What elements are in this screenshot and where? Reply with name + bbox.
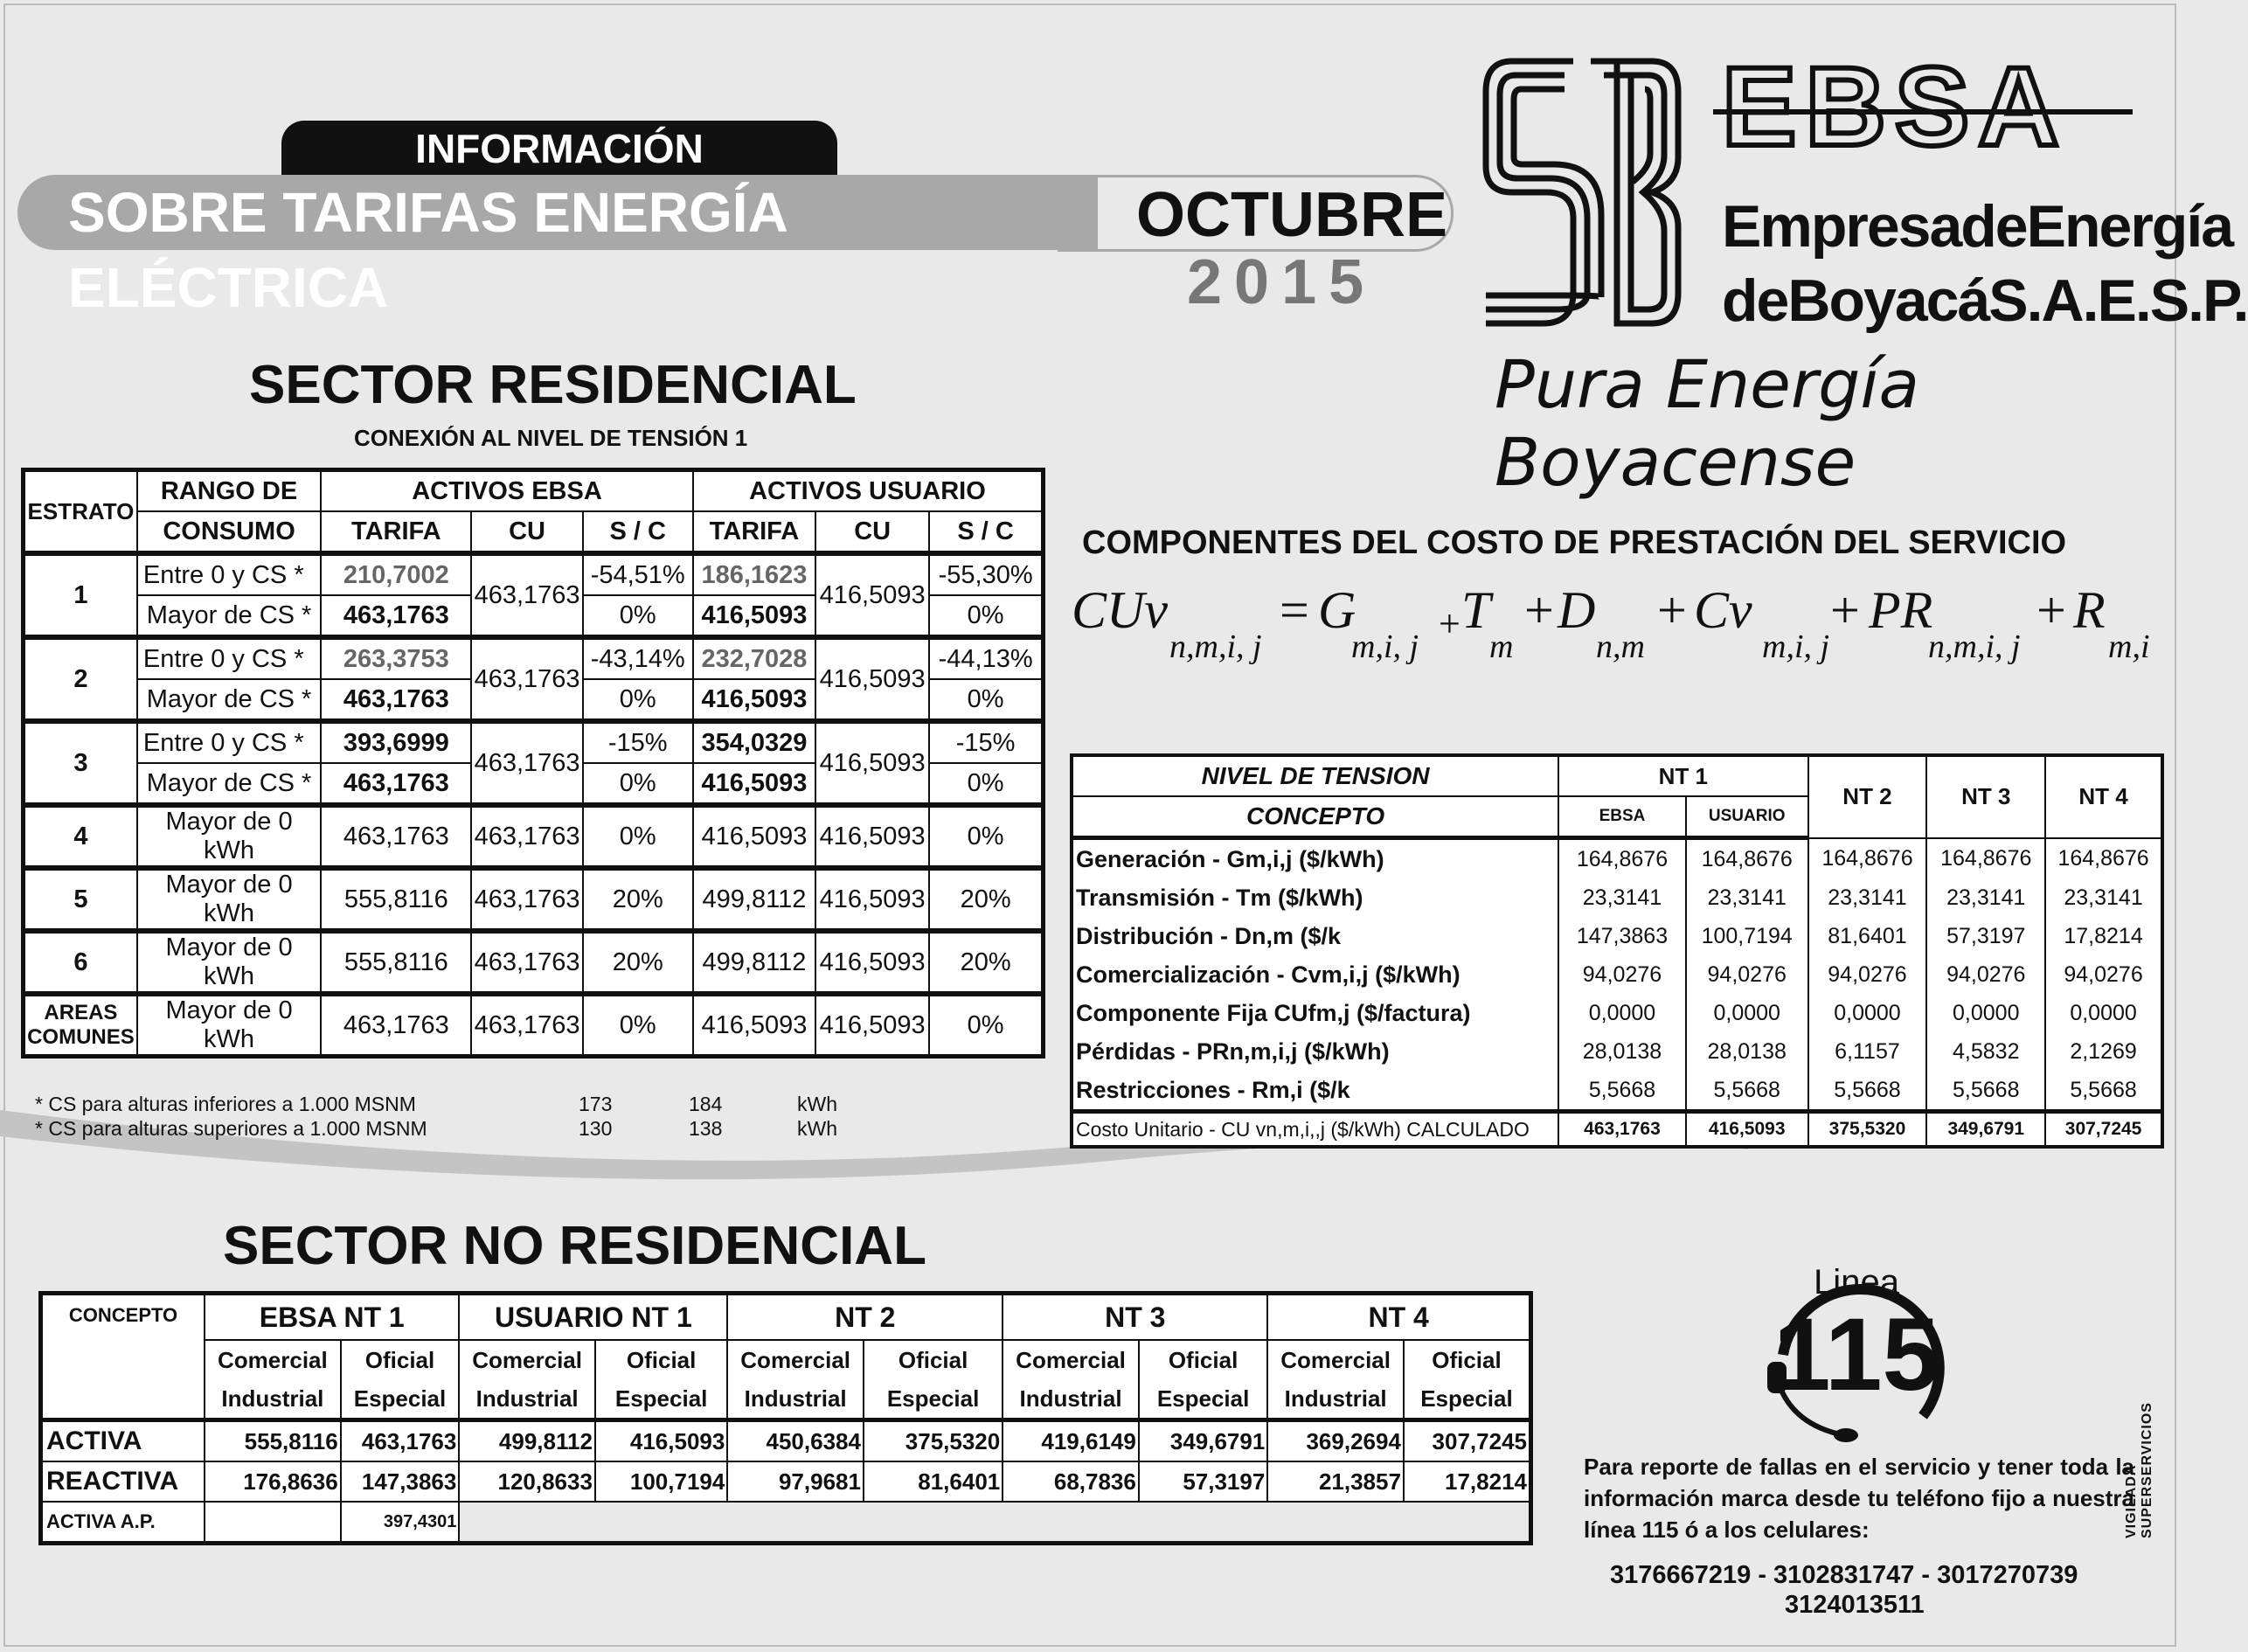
cu-u-cell: 416,5093	[815, 931, 929, 994]
component-value: 0,0000	[1686, 994, 1808, 1032]
note-value-1: 130	[579, 1117, 613, 1140]
rango-cell: Entre 0 y CS *	[137, 721, 321, 763]
note-value-2: 138	[689, 1117, 723, 1140]
sc-u-cell: -55,30%	[929, 553, 1043, 595]
component-row	[1072, 994, 2162, 1032]
rango-cell: Mayor de CS *	[137, 763, 321, 805]
component-value: 5,5668	[1558, 1071, 1686, 1112]
table-cell: 463,1763	[341, 1420, 460, 1462]
note-text: * CS para alturas inferiores a 1.000 MSNM	[35, 1093, 416, 1115]
tarifa-cell: 463,1763	[321, 679, 471, 721]
col-sc: S / C	[583, 511, 693, 553]
svg-text:+: +	[1657, 581, 1687, 639]
subheader-sub_b2: Especial	[1404, 1379, 1531, 1420]
component-value: 94,0276	[1926, 955, 2045, 994]
tarifa-u-cell: 416,5093	[693, 805, 815, 868]
table-cell: 416,5093	[595, 1420, 727, 1462]
subheader-sub_b2: Especial	[595, 1379, 727, 1420]
col-nivel-tension: NIVEL DE TENSION	[1072, 755, 1558, 796]
sc-u-cell: 0%	[929, 805, 1043, 868]
rango-cell: Mayor de 0 kWh	[137, 994, 321, 1057]
component-row	[1072, 1071, 2162, 1112]
col-rango-1: RANGO DE	[137, 470, 321, 512]
svg-text:+: +	[1524, 581, 1554, 639]
sc-cell: 20%	[583, 931, 693, 994]
component-label: Transmisión - Tm ($/kWh)	[1072, 878, 1558, 917]
component-value: 147,3863	[1558, 917, 1686, 955]
subheader-sub_b2: Especial	[341, 1379, 460, 1420]
component-value: 94,0276	[2045, 955, 2162, 994]
tarifa-u-cell: 416,5093	[693, 763, 815, 805]
component-label: Distribución - Dn,m ($/k	[1072, 917, 1558, 955]
component-row	[1072, 1032, 2162, 1071]
col-cu: CU	[471, 511, 582, 553]
subheader-sub_b1: Oficial	[1139, 1340, 1267, 1379]
sc-cell: 0%	[583, 679, 693, 721]
table-cell: 21,3857	[1267, 1461, 1404, 1502]
component-value: 164,8676	[1686, 838, 1808, 879]
table-cell: 57,3197	[1139, 1461, 1267, 1502]
row-label: ACTIVA	[41, 1420, 205, 1462]
phone-numbers-2: 3124013511	[1785, 1591, 1925, 1619]
component-value: 5,5668	[1808, 1071, 1927, 1112]
rango-cell: Mayor de 0 kWh	[137, 868, 321, 931]
table-row	[41, 1461, 1531, 1502]
table-cell: 68,7836	[1003, 1461, 1139, 1502]
phone-numbers-1: 3176667219 - 3102831747 - 3017270739	[1610, 1561, 2078, 1589]
ebsa-logo-icon	[1477, 52, 1687, 332]
cu-u-cell: 416,5093	[815, 805, 929, 868]
table-cell: 120,8633	[459, 1461, 595, 1502]
total-value: 307,7245	[2045, 1112, 2162, 1148]
sc-u-cell: 0%	[929, 595, 1043, 637]
table-cell: 375,5320	[864, 1420, 1003, 1462]
estrato-cell: 3	[24, 721, 137, 805]
f-cv-sub: m,i, j	[1762, 628, 1830, 665]
residential-title: SECTOR RESIDENCIAL	[249, 355, 857, 415]
table-cell: 419,6149	[1003, 1420, 1139, 1462]
sc-u-cell: 0%	[929, 679, 1043, 721]
col-estrato: ESTRATO	[24, 470, 137, 554]
company-name-line1: EmpresadeEnergía	[1722, 193, 2233, 260]
subheader-sub_b1: Oficial	[1404, 1340, 1531, 1379]
col-concepto: CONCEPTO	[1072, 796, 1558, 838]
estrato-areas-comunes	[24, 994, 137, 1057]
table-cell: 450,6384	[727, 1420, 864, 1462]
year-label: 2015	[1187, 247, 1377, 317]
component-value: 4,5832	[1926, 1032, 2045, 1071]
subheader-sub_b2: Especial	[1139, 1379, 1267, 1420]
f-g-sub: m,i, j	[1351, 628, 1419, 665]
estrato-cell: 2	[24, 637, 137, 721]
subheader-sub_a1: Comercial	[727, 1340, 864, 1379]
f-d-sub: n,m	[1596, 628, 1645, 665]
tarifa-u-cell: 416,5093	[693, 679, 815, 721]
tarifa-u-cell: 416,5093	[693, 994, 815, 1057]
tarifa-cell: 210,7002	[321, 553, 471, 595]
row-label: REACTIVA	[41, 1461, 205, 1502]
component-row	[1072, 955, 2162, 994]
total-value: 349,6791	[1926, 1112, 2045, 1148]
col-tarifa-u: TARIFA	[693, 511, 815, 553]
subheader-sub_a2: Industrial	[727, 1379, 864, 1420]
component-row	[1072, 838, 2162, 879]
cu-u-cell: 416,5093	[815, 637, 929, 721]
col-ebsa: EBSA	[1558, 796, 1686, 838]
tarifa-cell: 393,6999	[321, 721, 471, 763]
cost-formula	[1072, 579, 2164, 666]
subheader-sub_a1: Comercial	[1267, 1340, 1404, 1379]
linea-115-logo-icon	[1748, 1250, 1958, 1460]
table-cell: 307,7245	[1404, 1420, 1531, 1462]
note-row	[35, 1093, 837, 1117]
sc-cell: 0%	[583, 994, 693, 1057]
estrato-cell: 6	[24, 931, 137, 994]
f-t: T	[1461, 581, 1491, 639]
component-value: 17,8214	[2045, 917, 2162, 955]
col-activos-ebsa: ACTIVOS EBSA	[321, 470, 693, 512]
sc-cell: -15%	[583, 721, 693, 763]
tarifa-cell: 463,1763	[321, 595, 471, 637]
component-value: 6,1157	[1808, 1032, 1927, 1071]
report-text: Para reporte de fallas en el servicio y tener toda la información marca desde tu teléfono fijo a nuestra línea 115 ó a los celulares:	[1584, 1454, 2134, 1543]
component-value: 23,3141	[1926, 878, 2045, 917]
component-value: 0,0000	[1808, 994, 1927, 1032]
subheader-sub_b1: Oficial	[341, 1340, 460, 1379]
component-row	[1072, 917, 2162, 955]
col-activos-usuario: ACTIVOS USUARIO	[693, 470, 1044, 512]
tarifa-u-cell: 499,8112	[693, 868, 815, 931]
non-residential-table	[38, 1291, 1533, 1545]
total-value: 463,1763	[1558, 1112, 1686, 1148]
svg-text:+: +	[1830, 581, 1860, 639]
rango-cell: Mayor de CS *	[137, 595, 321, 637]
component-value: 94,0276	[1558, 955, 1686, 994]
tarifa-cell: 463,1763	[321, 805, 471, 868]
info-tab: INFORMACIÓN	[281, 121, 837, 177]
subheader-sub_a2: Industrial	[1267, 1379, 1404, 1420]
note-value-2: 184	[689, 1093, 723, 1115]
component-value: 57,3197	[1926, 917, 2045, 955]
note-text: * CS para alturas superiores a 1.000 MSNM	[35, 1117, 427, 1140]
sc-cell: -43,14%	[583, 637, 693, 679]
group-nt4: NT 4	[1267, 1294, 1530, 1341]
cu-u-cell: 416,5093	[815, 868, 929, 931]
component-value: 164,8676	[1558, 838, 1686, 879]
col-usuario: USUARIO	[1686, 796, 1808, 838]
table-cell: 369,2694	[1267, 1420, 1404, 1462]
components-table	[1070, 753, 2164, 1149]
ap-label: ACTIVA A.P.	[41, 1502, 205, 1544]
subheader-sub_a1: Comercial	[205, 1340, 341, 1379]
vigilada-label: VIGILADA SUPERSERVICIOS	[2124, 1402, 2154, 1538]
estrato-cell: 4	[24, 805, 137, 868]
ebsa-brand-icon	[1713, 45, 2133, 170]
group-usuario-nt1: USUARIO NT 1	[459, 1294, 727, 1341]
rango-cell: Mayor de CS *	[137, 679, 321, 721]
table-cell: 97,9681	[727, 1461, 864, 1502]
svg-text:+: +	[2036, 581, 2066, 639]
component-value: 164,8676	[1808, 838, 1927, 879]
f-pr-sub: n,m,i, j	[1928, 628, 2021, 665]
group-ebsa-nt1: EBSA NT 1	[205, 1294, 459, 1341]
subheader-sub_b1: Oficial	[595, 1340, 727, 1379]
f-r: R	[2073, 581, 2106, 639]
component-label: Componente Fija CUfm,j ($/factura)	[1072, 994, 1558, 1032]
ap-value: 397,4301	[341, 1502, 460, 1544]
rango-cell: Mayor de 0 kWh	[137, 805, 321, 868]
tarifa-u-cell: 416,5093	[693, 595, 815, 637]
table-cell: 499,8112	[459, 1420, 595, 1462]
subheader-sub_a1: Comercial	[459, 1340, 595, 1379]
f-cuv-sub: n,m,i, j	[1169, 628, 1262, 665]
component-label: Restricciones - Rm,i ($/k	[1072, 1071, 1558, 1112]
cu-cell: 463,1763	[471, 868, 582, 931]
component-value: 164,8676	[1926, 838, 2045, 879]
tarifa-cell: 263,3753	[321, 637, 471, 679]
component-value: 0,0000	[2045, 994, 2162, 1032]
residential-subtitle: CONEXIÓN AL NIVEL DE TENSIÓN 1	[354, 425, 748, 451]
col-cu-u: CU	[815, 511, 929, 553]
component-value: 100,7194	[1686, 917, 1808, 955]
sc-cell: 0%	[583, 763, 693, 805]
table-cell: 176,8636	[205, 1461, 341, 1502]
sc-u-cell: -44,13%	[929, 637, 1043, 679]
tarifa-u-cell: 232,7028	[693, 637, 815, 679]
component-label: Pérdidas - PRn,m,i,j ($/kWh)	[1072, 1032, 1558, 1071]
table-cell: 147,3863	[341, 1461, 460, 1502]
component-label: Comercialización - Cvm,i,j ($/kWh)	[1072, 955, 1558, 994]
sc-u-cell: -15%	[929, 721, 1043, 763]
cu-cell: 463,1763	[471, 805, 582, 868]
cu-cell: 463,1763	[471, 994, 582, 1057]
f-cuv: CUv	[1072, 581, 1168, 639]
subheader-sub_a2: Industrial	[459, 1379, 595, 1420]
component-value: 164,8676	[2045, 838, 2162, 879]
component-value: 94,0276	[1686, 955, 1808, 994]
note-row	[35, 1117, 837, 1142]
note-unit: kWh	[797, 1117, 837, 1140]
svg-text:=: =	[1280, 581, 1309, 639]
tarifa-u-cell: 499,8112	[693, 931, 815, 994]
brand-name: EBSA	[1722, 45, 2068, 170]
col-nt1: NT 1	[1558, 755, 1807, 796]
cu-u-cell: 416,5093	[815, 721, 929, 805]
rango-cell: Entre 0 y CS *	[137, 553, 321, 595]
table-cell: 17,8214	[1404, 1461, 1531, 1502]
component-value: 23,3141	[2045, 878, 2162, 917]
svg-text:+: +	[1439, 602, 1461, 645]
table-row	[41, 1420, 1531, 1462]
sc-u-cell: 0%	[929, 763, 1043, 805]
note-unit: kWh	[797, 1093, 837, 1115]
banner-title: SOBRE TARIFAS ENERGÍA ELÉCTRICA	[17, 175, 1098, 250]
col-nt4: NT 4	[2045, 755, 2162, 838]
cu-u-cell: 416,5093	[815, 553, 929, 637]
slogan: Pura Energía Boyacense	[1495, 345, 1920, 501]
cu-u-cell: 416,5093	[815, 994, 929, 1057]
tarifa-u-cell: 186,1623	[693, 553, 815, 595]
residential-table	[21, 468, 1045, 1059]
component-value: 23,3141	[1686, 878, 1808, 917]
sc-cell: 0%	[583, 595, 693, 637]
tarifa-cell: 555,8116	[321, 931, 471, 994]
component-value: 94,0276	[1808, 955, 1927, 994]
group-nt2: NT 2	[727, 1294, 1003, 1341]
component-value: 81,6401	[1808, 917, 1927, 955]
rango-cell: Entre 0 y CS *	[137, 637, 321, 679]
component-row	[1072, 878, 2162, 917]
table-cell: 349,6791	[1139, 1420, 1267, 1462]
col-tarifa: TARIFA	[321, 511, 471, 553]
component-value: 23,3141	[1808, 878, 1927, 917]
linea-label: Linea	[1814, 1263, 1899, 1301]
note-value-1: 173	[579, 1093, 613, 1115]
sc-u-cell: 20%	[929, 931, 1043, 994]
tarifa-cell: 463,1763	[321, 763, 471, 805]
tarifa-cell: 555,8116	[321, 868, 471, 931]
cu-cell: 463,1763	[471, 553, 582, 637]
component-value: 2,1269	[2045, 1032, 2162, 1071]
component-value: 5,5668	[1686, 1071, 1808, 1112]
sc-cell: -54,51%	[583, 553, 693, 595]
sc-u-cell: 20%	[929, 868, 1043, 931]
col-sc-u: S / C	[929, 511, 1043, 553]
tarifa-cell: 463,1763	[321, 994, 471, 1057]
f-cv: Cv	[1694, 581, 1752, 639]
f-t-sub: m	[1489, 628, 1514, 665]
table-cell: 81,6401	[864, 1461, 1003, 1502]
col-nt2: NT 2	[1808, 755, 1927, 838]
total-row-label: Costo Unitario - CU vn,m,i,,j ($/kWh) CALCULADO	[1072, 1112, 1558, 1148]
total-value: 375,5320	[1808, 1112, 1927, 1148]
component-value: 0,0000	[1558, 994, 1686, 1032]
component-value: 0,0000	[1926, 994, 2045, 1032]
sc-cell: 0%	[583, 805, 693, 868]
estrato-cell: 1	[24, 553, 137, 637]
cu-cell: 463,1763	[471, 721, 582, 805]
tarifa-u-cell: 354,0329	[693, 721, 815, 763]
cu-cell: 463,1763	[471, 637, 582, 721]
f-d: D	[1558, 581, 1596, 639]
rango-cell: Mayor de 0 kWh	[137, 931, 321, 994]
company-name-line2: deBoyacáS.A.E.S.P.	[1722, 267, 2248, 334]
sc-cell: 20%	[583, 868, 693, 931]
component-value: 5,5668	[2045, 1071, 2162, 1112]
sc-u-cell: 0%	[929, 994, 1043, 1057]
total-value: 416,5093	[1686, 1112, 1808, 1148]
residential-notes	[35, 1093, 837, 1142]
table-cell: 100,7194	[595, 1461, 727, 1502]
col-concepto-nr: CONCEPTO	[41, 1294, 205, 1420]
component-value: 28,0138	[1686, 1032, 1808, 1071]
table-cell: 555,8116	[205, 1420, 341, 1462]
estrato-cell: 5	[24, 868, 137, 931]
group-nt3: NT 3	[1003, 1294, 1267, 1341]
f-g: G	[1318, 581, 1356, 639]
linea-number: 115	[1773, 1297, 1940, 1413]
cu-cell: 463,1763	[471, 931, 582, 994]
f-pr: PR	[1869, 581, 1933, 639]
component-value: 28,0138	[1558, 1032, 1686, 1071]
f-r-sub: m,i	[2108, 628, 2150, 665]
components-title: COMPONENTES DEL COSTO DE PRESTACIÓN DEL SERVICIO	[1082, 524, 2067, 561]
subheader-sub_b2: Especial	[864, 1379, 1003, 1420]
component-value: 23,3141	[1558, 878, 1686, 917]
component-label: Generación - Gm,i,j ($/kWh)	[1072, 838, 1558, 879]
month-label: OCTUBRE	[1136, 180, 1447, 250]
subheader-sub_a2: Industrial	[1003, 1379, 1139, 1420]
areas-label-2: COMUNES	[27, 1025, 135, 1049]
subheader-sub_a2: Industrial	[205, 1379, 341, 1420]
non-residential-title: SECTOR NO RESIDENCIAL	[223, 1216, 926, 1276]
subheader-sub_b1: Oficial	[864, 1340, 1003, 1379]
component-value: 5,5668	[1926, 1071, 2045, 1112]
areas-label-1: AREAS	[44, 1001, 118, 1024]
col-rango-2: CONSUMO	[137, 511, 321, 553]
subheader-sub_a1: Comercial	[1003, 1340, 1139, 1379]
col-nt3: NT 3	[1926, 755, 2045, 838]
